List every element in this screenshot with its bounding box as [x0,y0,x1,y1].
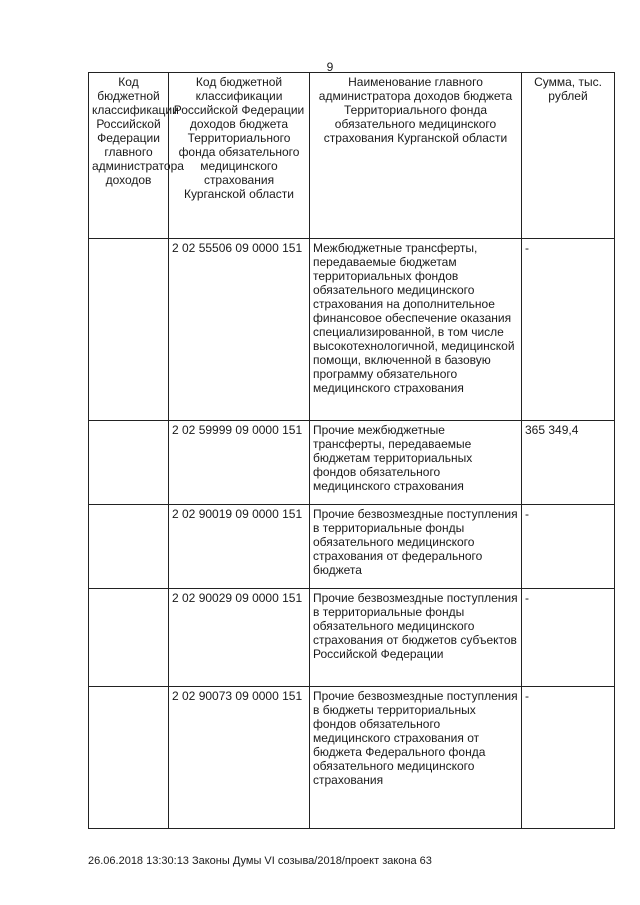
sum-cell: - [522,505,615,589]
budget-code-cell: 2 02 90019 09 0000 151 [169,505,310,589]
header-admin-code: Код бюджетной классификации Российской Федерации главного администратора доходов [89,73,169,239]
admin-code-cell [89,505,169,589]
document-footer: 26.06.2018 13:30:13 Законы Думы VI созыва/2018/проект закона 63 [88,855,432,867]
name-cell: Прочие межбюджетные трансферты, передаваемые бюджетам территориальных фондов обязательного медицинского страхования [310,421,522,505]
admin-code-cell [89,239,169,421]
header-sum: Сумма, тыс. рублей [522,73,615,239]
table-row [89,687,615,829]
name-cell: Прочие безвозмездные поступления в территориальные фонды обязательного медицинского страхования от бюджетов субъектов Российской Федерации [310,589,522,687]
admin-code-cell [89,589,169,687]
budget-code-cell: 2 02 55506 09 0000 151 [169,239,310,421]
admin-code-cell [89,687,169,829]
header-budget-code: Код бюджетной классификации Российской Федерации доходов бюджета Территориального фонда обязательного медицинского страхования Курганской области [169,73,310,239]
name-cell: Прочие безвозмездные поступления в бюджеты территориальных фондов обязательного медицинского страхования от бюджета Федерального фонда обязательного медицинского страхования [310,687,522,829]
table-row [89,505,615,589]
table-row [89,589,615,687]
header-admin-name: Наименование главного администратора доходов бюджета Территориального фонда обязательного медицинского страхования Курганской области [310,73,522,239]
budget-code-cell: 2 02 90073 09 0000 151 [169,687,310,829]
name-cell: Прочие безвозмездные поступления в территориальные фонды обязательного медицинского страхования от федерального бюджета [310,505,522,589]
budget-table [88,72,615,829]
page-number: 9 [326,60,334,74]
table-row [89,421,615,505]
budget-code-cell: 2 02 90029 09 0000 151 [169,589,310,687]
table-row [89,239,615,421]
table-header-row [89,73,615,239]
sum-cell: - [522,239,615,421]
sum-cell: - [522,687,615,829]
name-cell: Межбюджетные трансферты, передаваемые бюджетам территориальных фондов обязательного медицинского страхования на дополнительное финансовое обеспечение оказания специализированной, в том числе высокотехнологичной, медицинской помощи, включенной в базовую программу обязательного медицинского страхования [310,239,522,421]
sum-cell: 365 349,4 [522,421,615,505]
budget-code-cell: 2 02 59999 09 0000 151 [169,421,310,505]
sum-cell: - [522,589,615,687]
admin-code-cell [89,421,169,505]
